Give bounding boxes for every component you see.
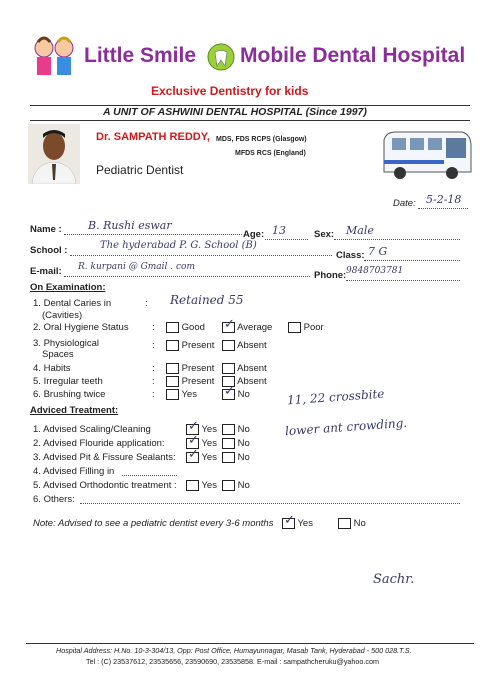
note-yes[interactable]: ✓ Yes [284,512,313,530]
spaces-absent[interactable]: Absent [222,340,267,351]
brushing-yes-checkbox[interactable] [166,389,179,400]
name-label: Name : [30,224,62,235]
kids-logo-icon [26,34,82,78]
irregular-present-checkbox[interactable] [166,376,179,387]
sex-value: Male [346,224,374,237]
brushing-no[interactable]: ✓ No [224,383,250,401]
unit-line [30,105,470,121]
exam-item-5: 5. Irregular teeth [33,376,103,387]
flouride-no[interactable]: No [222,438,250,449]
email-value: R. kurpani @ Gmail . com [78,262,195,272]
sealants-yes-checkbox[interactable]: ✓ [188,446,199,461]
treatment-item-5: 5. Advised Orthodontic treatment : [33,480,177,491]
exam-note-line2: lower ant crowding. [284,415,408,439]
tagline: Exclusive Dentistry for kids [151,84,309,98]
treatment-heading: Adviced Treatment: [30,405,119,416]
treatment-item-4: 4. Advised Filling in [33,466,115,477]
sealants-yes[interactable]: ✓ Yes [188,446,217,464]
bus-icon [380,126,475,184]
spaces-absent-checkbox[interactable] [222,340,235,351]
note-text: Note: Advised to see a pediatric dentist every 3-6 months [33,518,274,529]
exam-item-1: 1. Dental Caries in [33,298,112,309]
scaling-no[interactable]: No [222,424,250,435]
doctor-quals-1: MDS, FDS RCPS (Glasgow) [216,136,307,143]
exam-item-4: 4. Habits [33,363,71,374]
name-value: B. Rushi eswar [88,219,172,232]
doctor-quals-2: MFDS RCS (England) [235,150,306,157]
treatment-item-3: 3. Advised Pit & Fissure Sealants: [33,452,176,463]
email-label: E-mail: [30,266,62,277]
ortho-yes-checkbox[interactable] [186,480,199,491]
brushing-yes[interactable]: Yes [166,389,197,400]
flouride-yes[interactable]: ✓ Yes [188,432,217,450]
spaces-present-checkbox[interactable] [166,340,179,351]
habits-absent[interactable]: Absent [222,363,267,374]
phone-label: Phone: [314,270,347,281]
class-label: Class: [336,250,365,261]
exam-item-3-sub: Spaces [42,349,74,360]
brushing-no-checkbox[interactable]: ✓ [224,383,235,398]
exam-heading: On Examination: [30,282,106,293]
hygiene-average-checkbox[interactable]: ✓ [224,316,235,331]
ortho-yes[interactable]: Yes [186,480,217,491]
footer-contact: Tel : (C) 23537612, 23535656, 23590690, 23535858. E-mail : sampathcheruku@yahoo.com [86,657,379,666]
sealants-no[interactable]: No [222,452,250,463]
tooth-logo-icon [206,40,236,74]
flouride-yes-checkbox[interactable]: ✓ [188,432,199,447]
habits-present[interactable]: Present [166,363,214,374]
irregular-absent[interactable]: Absent [222,376,267,387]
flouride-no-checkbox[interactable] [222,438,235,449]
sealants-no-checkbox[interactable] [222,452,235,463]
school-value: The hyderabad P. G. School (B) [100,240,257,251]
footer-address: Hospital Address: H.No. 10-3-304/13, Opp: Post Office, Humayunnagar, Masab Tank, Hyderabad - 500 028.T.S. [56,646,412,655]
footer-divider [26,643,474,644]
scaling-yes-checkbox[interactable]: ✓ [188,418,199,433]
note-no[interactable]: No [338,518,366,529]
treatment-item-1: 1. Advised Scaling/Cleaning [33,424,151,435]
brand-part2: Mobile Dental Hospital [240,44,466,67]
brand-part1: Little Smile [84,44,197,67]
irregular-present[interactable]: Present [166,376,214,387]
exam-note-line1: 11, 22 crossbite [286,386,385,408]
ortho-no[interactable]: No [222,480,250,491]
doctor-photo [28,124,80,184]
note-no-checkbox[interactable] [338,518,351,529]
habits-present-checkbox[interactable] [166,363,179,374]
age-value: 13 [272,224,286,237]
doctor-name: Dr. SAMPATH REDDY, [96,131,210,143]
scaling-no-checkbox[interactable] [222,424,235,435]
date-value: 5-2-18 [426,193,462,206]
exam-item-3: 3. Physiological [33,338,100,349]
exam-item-1-sub: (Cavities) [42,310,83,321]
doctor-title: Pediatric Dentist [96,163,184,177]
hygiene-poor[interactable]: Poor [288,322,324,333]
exam-item-6: 6. Brushing twice [33,389,106,400]
hygiene-poor-checkbox[interactable] [288,322,301,333]
ortho-no-checkbox[interactable] [222,480,235,491]
phone-value: 9848703781 [346,266,404,276]
treatment-item-6: 6. Others: [33,494,75,505]
school-label: School : [30,245,68,256]
spaces-present[interactable]: Present [166,340,214,351]
treatment-item-2: 2. Advised Flouride application: [33,438,165,449]
scaling-yes[interactable]: ✓ Yes [188,418,217,436]
class-value: 7 G [368,245,388,258]
exam-item-2: 2. Oral Hygiene Status [33,322,129,333]
date-label: Date: [393,198,416,209]
caries-value: Retained 55 [170,293,244,307]
hygiene-good-checkbox[interactable] [166,322,179,333]
hygiene-average[interactable]: ✓ Average [224,316,273,334]
note-yes-checkbox[interactable]: ✓ [284,512,295,527]
age-label: Age: [243,229,265,240]
signature: Sachr. [373,572,415,587]
sex-label: Sex: [314,229,335,240]
unit-line-text: A UNIT OF ASHWINI DENTAL HOSPITAL (Since 1997) [103,106,367,118]
hygiene-good[interactable]: Good [166,322,205,333]
habits-absent-checkbox[interactable] [222,363,235,374]
